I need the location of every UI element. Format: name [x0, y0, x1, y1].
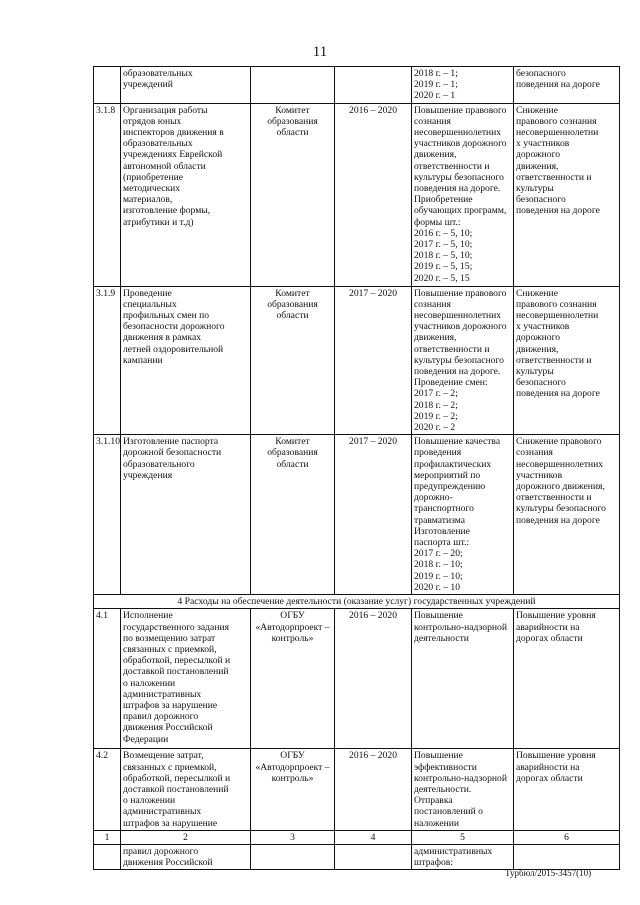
cell-result-line: несовершеннолетни — [516, 127, 599, 139]
cell-indicator-line: профилактических — [414, 458, 492, 470]
cell-indicator-line: Проведение смен: — [414, 377, 488, 389]
cell-indicator-line: участников дорожного — [414, 138, 507, 150]
cell-indicator-line: 2019 г. – 10; — [414, 570, 463, 582]
cell-executor — [251, 749, 335, 830]
cell-name-line: правил дорожного — [123, 711, 199, 723]
cell-result-line: аварийности на — [516, 761, 580, 773]
cell-name-line: доставкой постановлений — [123, 784, 229, 796]
cell-name-line: атрибутики и т.д) — [123, 216, 194, 228]
cell-indicator-line: административных — [414, 846, 493, 858]
cell-term: 2017 – 2020 — [335, 286, 412, 435]
cell-name-line: связанных с приемкой, — [123, 761, 217, 773]
cell-name-line: связанных с приемкой, — [123, 644, 217, 656]
cell-result-line: поведения на дороге — [516, 514, 600, 526]
cell-indicator-line: проведения — [414, 447, 462, 459]
cell-executor-line: Комитет — [275, 436, 310, 448]
cell-name-line: обработкой, пересылкой и — [123, 655, 231, 667]
cell-name — [121, 286, 251, 435]
cell-name — [121, 435, 251, 595]
cell-name-line: Изготовление паспорта — [123, 436, 219, 448]
cell-name-line: Возмещение затрат, — [123, 750, 204, 762]
cell-name-line: о наложении — [123, 795, 176, 807]
cell-name-line: штрафов за нарушение — [123, 700, 218, 712]
cell-executor-line: «Автодорпроект – — [255, 621, 330, 633]
cell-indicator-line: 2020 г. – 2 — [414, 422, 456, 434]
section-title: 4 Расходы на обеспечение деятельности (оказание услуг) государственных учреждений — [94, 595, 620, 609]
cell-name-line: учреждения — [123, 469, 173, 481]
cell-num — [94, 845, 121, 870]
cell-result-line: Снижение — [516, 287, 558, 299]
cell-term: 2017 – 2020 — [335, 435, 412, 595]
cell-indicator-line: 2017 г. – 2; — [414, 388, 458, 400]
cell-name-line: дорожной безопасности — [123, 447, 222, 459]
cell-name — [121, 103, 251, 286]
cell-name-line: специальных — [123, 298, 177, 310]
cell-result-line: дорогах области — [516, 632, 583, 644]
cell-indicator-line: 2018 г. – 1; — [414, 68, 458, 79]
cell-executor-line: «Автодорпроект – — [255, 761, 330, 773]
cell-name-line: образовательных — [123, 138, 193, 150]
cell-indicator-line: 2018 г. – 2; — [414, 399, 458, 411]
cell-result-line: поведения на дороге — [516, 79, 600, 91]
cell-result-line: х участников — [516, 321, 570, 333]
cell-name — [121, 749, 251, 830]
cell-indicator-line: 2017 г. – 5, 10; — [414, 239, 473, 251]
cell-result-line: правового сознания — [516, 115, 597, 127]
cell-indicator-line: постановлений о — [414, 806, 483, 818]
cell-result — [514, 435, 620, 595]
document-code: Турбюл/2015-3457(10) — [505, 868, 592, 878]
cell-result-line: Снижение — [516, 104, 558, 116]
cell-result-line: сознания — [516, 447, 553, 459]
cell-indicator-line: ответственности и — [414, 343, 490, 355]
cell-indicator-line: 2018 г. – 5, 10; — [414, 250, 473, 262]
cell-indicator-line: деятельности. — [414, 784, 472, 796]
cell-indicator-line: 2016 г. – 5, 10; — [414, 227, 473, 239]
program-table — [93, 66, 620, 870]
cell-name-line: доставкой постановлений — [123, 666, 229, 678]
cell-indicator-line: 2020 г. – 10 — [414, 581, 461, 593]
cell-result-line: безопасного — [516, 377, 566, 389]
cell-name — [121, 609, 251, 749]
column-number: 5 — [412, 830, 514, 844]
cell-name-line: движения в рамках — [123, 332, 202, 344]
cell-indicator-line: движения, — [414, 149, 457, 161]
cell-name-line: инспекторов движения в — [123, 127, 224, 139]
cell-executor-line: контроль» — [271, 772, 314, 784]
cell-result-line: несовершеннолетни — [516, 310, 599, 322]
cell-executor — [251, 845, 335, 870]
cell-indicator-line: культуры безопасного — [414, 354, 504, 366]
cell-indicator-line: штрафов: — [414, 857, 453, 869]
cell-indicator-line: сознания — [414, 115, 451, 127]
cell-result-line: движения, — [516, 160, 559, 172]
cell-name-line: Федерации — [123, 733, 169, 745]
table-row — [94, 749, 620, 830]
cell-indicator — [412, 67, 514, 104]
cell-name-line: методических — [123, 183, 181, 195]
cell-indicator-line: Повышение — [414, 610, 463, 622]
cell-term — [335, 845, 412, 870]
cell-executor-line: образования — [267, 447, 318, 459]
cell-num — [94, 67, 121, 104]
cell-result-line: Снижение правового — [516, 436, 602, 448]
cell-num: 3.1.8 — [94, 103, 121, 286]
cell-num: 3.1.9 — [94, 286, 121, 435]
cell-name-line: учреждениях Еврейской — [123, 149, 223, 161]
cell-result — [514, 609, 620, 749]
column-number: 1 — [94, 830, 121, 844]
cell-result — [514, 286, 620, 435]
cell-indicator-line: Изготовление — [414, 525, 470, 537]
cell-result-line: ответственности и — [516, 171, 592, 183]
cell-executor-line: образования — [267, 298, 318, 310]
cell-indicator — [412, 749, 514, 830]
cell-indicator-line: контрольно-надзорной — [414, 772, 507, 784]
cell-name-line: летней оздоровительной — [123, 343, 224, 355]
cell-executor — [251, 609, 335, 749]
cell-indicator-line: деятельности — [414, 632, 469, 644]
cell-name-line: административных — [123, 688, 202, 700]
cell-result-line: Повышение уровня — [516, 750, 596, 762]
cell-name-line: Проведение — [123, 287, 172, 299]
cell-indicator-line: поведения на дороге. — [414, 366, 501, 378]
cell-executor — [251, 435, 335, 595]
cell-executor-line: Комитет — [275, 104, 310, 116]
cell-name-line: штрафов за нарушение — [123, 817, 218, 829]
cell-executor — [251, 67, 335, 104]
cell-name-line: кампании — [123, 354, 163, 366]
cell-indicator-line: формы шт.: — [414, 216, 461, 228]
cell-executor-line: образования — [267, 115, 318, 127]
cell-result-line: участников — [516, 469, 563, 481]
cell-indicator-line: 2019 г. – 5, 15; — [414, 261, 473, 273]
column-number: 6 — [514, 830, 620, 844]
cell-result-line: поведения на дороге — [516, 205, 600, 217]
cell-indicator — [412, 435, 514, 595]
cell-result — [514, 749, 620, 830]
cell-name-line: профильных смен по — [123, 310, 210, 322]
cell-indicator-line: паспорта шт.: — [414, 537, 470, 549]
cell-name-line: образовательных — [123, 68, 193, 79]
cell-executor-line: ОГБУ — [280, 610, 305, 622]
column-number: 3 — [251, 830, 335, 844]
cell-executor — [251, 286, 335, 435]
table-row — [94, 67, 620, 104]
cell-executor-line: области — [276, 458, 309, 470]
cell-indicator-line: культуры безопасного — [414, 171, 504, 183]
cell-result-line: несовершеннолетних — [516, 458, 604, 470]
cell-indicator-line: сознания — [414, 298, 451, 310]
cell-indicator-line: поведения на дороге. — [414, 183, 501, 195]
cell-indicator-line: ответственности и — [414, 160, 490, 172]
cell-name-line: материалов, — [123, 194, 173, 206]
cell-name-line: обработкой, пересылкой и — [123, 772, 231, 784]
cell-indicator-line: 2017 г. – 20; — [414, 548, 463, 560]
cell-name-line: правил дорожного — [123, 846, 199, 858]
cell-result-line: дорожного движения, — [516, 481, 605, 493]
cell-executor-line: Комитет — [275, 287, 310, 299]
cell-term — [335, 67, 412, 104]
cell-result-line: культуры безопасного — [516, 503, 606, 515]
cell-indicator-line: несовершеннолетних — [414, 127, 502, 139]
cell-name-line: движения Российской — [123, 857, 213, 869]
cell-indicator-line: транспортного — [414, 503, 474, 515]
cell-indicator-line: Приобретение — [414, 194, 473, 206]
cell-result-line: ответственности и — [516, 354, 592, 366]
cell-result-line: поведения на дороге — [516, 388, 600, 400]
column-numbers-row — [94, 830, 620, 844]
cell-executor — [251, 103, 335, 286]
cell-indicator-line: предупреждению — [414, 481, 486, 493]
cell-indicator-line: Повышение — [414, 750, 463, 762]
cell-name-line: образовательного — [123, 458, 195, 470]
cell-result-line: движения, — [516, 343, 559, 355]
cell-name — [121, 845, 251, 870]
cell-indicator-line: Повышение качества — [414, 436, 501, 448]
cell-indicator-line: дорожно- — [414, 492, 453, 504]
cell-indicator-line: мероприятий по — [414, 469, 481, 481]
section-row — [94, 595, 620, 609]
cell-result — [514, 845, 620, 870]
cell-indicator-line: участников дорожного — [414, 321, 507, 333]
cell-indicator — [412, 286, 514, 435]
cell-name-line: учреждений — [123, 79, 173, 91]
cell-result-line: дорожного — [516, 332, 561, 344]
cell-result-line: ответственности и — [516, 492, 592, 504]
cell-result-line: безопасного — [516, 68, 566, 79]
cell-result-line: дорожного — [516, 149, 561, 161]
column-number: 4 — [335, 830, 412, 844]
cell-result-line: культуры — [516, 366, 554, 378]
cell-indicator-line: 2020 г. – 5, 15 — [414, 272, 470, 284]
cell-executor-line: ОГБУ — [280, 750, 305, 762]
cell-name-line: о наложении — [123, 677, 176, 689]
page-number: 11 — [312, 44, 328, 60]
cell-result — [514, 67, 620, 104]
cell-name-line: государственного задания — [123, 621, 229, 633]
cell-executor-line: области — [276, 310, 309, 322]
cell-term: 2016 – 2020 — [335, 609, 412, 749]
cell-result-line: безопасного — [516, 194, 566, 206]
cell-indicator-line: Повышение правового — [414, 287, 507, 299]
cell-name — [121, 67, 251, 104]
cell-indicator-line: 2020 г. – 1 — [414, 90, 456, 102]
cell-indicator — [412, 103, 514, 286]
cell-indicator-line: наложении — [414, 817, 459, 829]
cell-indicator-line: 2018 г. – 10; — [414, 559, 463, 571]
cell-executor-line: контроль» — [271, 632, 314, 644]
cell-indicator — [412, 609, 514, 749]
cell-name-line: по возмещению затрат — [123, 632, 216, 644]
cell-name-line: Исполнение — [123, 610, 173, 622]
cell-result-line: культуры — [516, 183, 554, 195]
cell-name-line: Организация работы — [123, 104, 208, 116]
table-row — [94, 845, 620, 870]
cell-name-line: изготовление формы, — [123, 205, 211, 217]
cell-term: 2016 – 2020 — [335, 103, 412, 286]
cell-num: 4.1 — [94, 609, 121, 749]
cell-indicator-line: контрольно-надзорной — [414, 621, 507, 633]
cell-indicator-line: Отправка — [414, 795, 453, 807]
cell-indicator-line: травматизма — [414, 514, 465, 526]
table-row — [94, 609, 620, 749]
cell-num: 3.1.10 — [94, 435, 121, 595]
cell-term: 2016 – 2020 — [335, 749, 412, 830]
cell-executor-line: области — [276, 127, 309, 139]
column-number: 2 — [121, 830, 251, 844]
cell-indicator-line: движения, — [414, 332, 457, 344]
table-row — [94, 286, 620, 435]
cell-result — [514, 103, 620, 286]
cell-indicator-line: несовершеннолетних — [414, 310, 502, 322]
table-row — [94, 435, 620, 595]
cell-result-line: Повышение уровня — [516, 610, 596, 622]
cell-name-line: безопасности дорожного — [123, 321, 225, 333]
cell-name-line: отрядов юных — [123, 115, 182, 127]
cell-indicator-line: 2019 г. – 2; — [414, 410, 458, 422]
cell-indicator-line: Повышение правового — [414, 104, 507, 116]
cell-indicator-line: обучающих программ, — [414, 205, 507, 217]
cell-name-line: административных — [123, 806, 202, 818]
cell-result-line: аварийности на — [516, 621, 580, 633]
table-row — [94, 103, 620, 286]
cell-name-line: (приобретение — [123, 171, 183, 183]
cell-result-line: х участников — [516, 138, 570, 150]
cell-result-line: дорогах области — [516, 772, 583, 784]
cell-num: 4.2 — [94, 749, 121, 830]
cell-indicator-line: эффективности — [414, 761, 477, 773]
cell-name-line: движения Российской — [123, 722, 213, 734]
cell-indicator-line: 2019 г. – 1; — [414, 79, 458, 91]
cell-result-line: правового сознания — [516, 298, 597, 310]
cell-name-line: автономной области — [123, 160, 206, 172]
cell-indicator — [412, 845, 514, 870]
